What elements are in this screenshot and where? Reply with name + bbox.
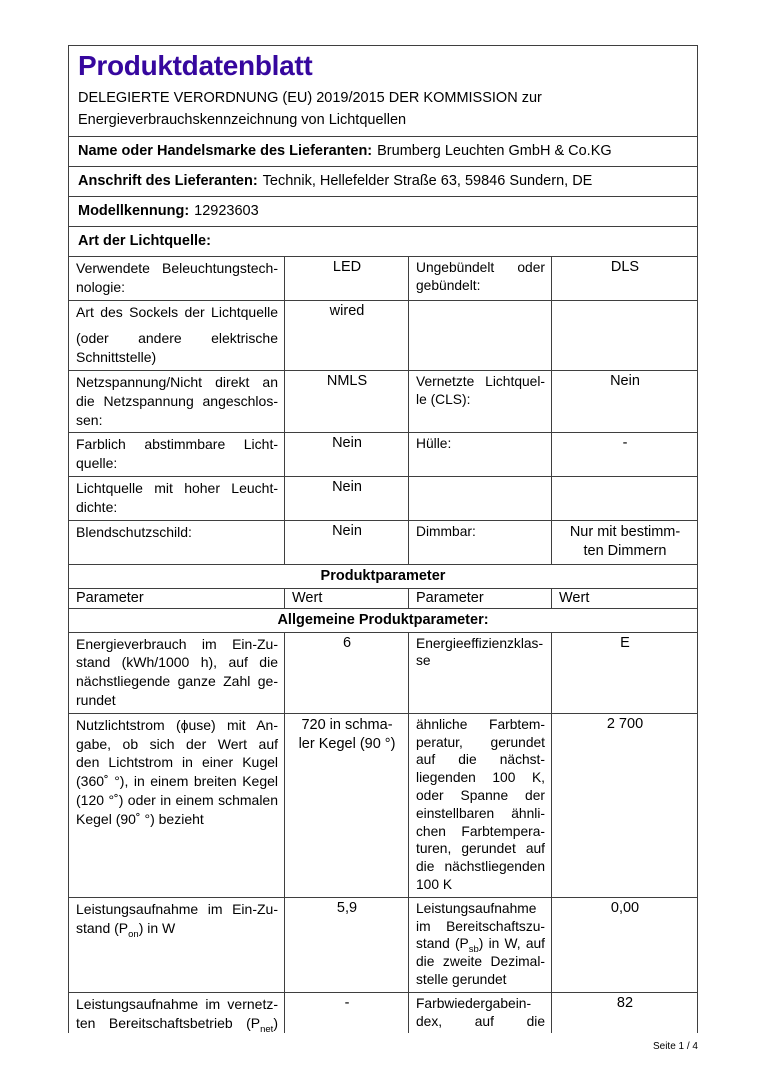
networked-standby-row [69,992,697,1033]
lighting-technology-label: Verwendete Beleuchtungstech- nologie: [76,260,278,295]
efficiency-class-value: E [551,633,697,713]
product-datasheet-table [68,45,698,1033]
supplier-name-label: Name oder Handelsmarke des Lieferanten: [78,143,373,159]
socket-type-row [69,300,697,370]
standby-power-label: Leistungsaufnahme im Bereitschaftszu- stand $(P_{sb})$ in W, auf die zweite Dezimal- stelle gerundet [408,898,551,992]
color-rendering-index-value: 82 [551,993,697,1033]
energy-consumption-label: Energieverbrauch im Ein-Zu- stand (kWh/1000 h), auf die nächstliegende ganze Zahl ge- rundet [76,635,278,708]
beam-type-label: Ungebündelt oder gebündelt: [408,257,551,300]
model-identifier-row [69,196,697,226]
useful-luminous-flux-row [69,713,697,897]
high-luminance-value: Nein [284,477,408,520]
parameter-column-header-1: Parameter [76,589,144,606]
page-number: Seite 1 / 4 [652,1040,698,1052]
beam-type-value: DLS [551,257,697,300]
lighting-technology-value: LED [284,257,408,300]
supplier-address-label: Anschrift des Lieferanten: [78,173,258,189]
value-column-header-2: Wert [551,589,697,608]
color-temperature-value: 2 700 [551,714,697,897]
mains-voltage-row [69,370,697,432]
envelope-label: Hülle: [408,433,551,476]
on-mode-power-value: 5,9 [284,898,408,992]
supplier-name-row [69,136,697,166]
connected-light-source-label: Vernetzte Lichtquel- le (CLS): [408,371,551,432]
color-rendering-index-label: Farbwiedergabein- dex, auf die [408,993,551,1033]
regulation-line-2: Energieverbrauchskennzeichnung von Lichtquellen [78,112,407,128]
general-parameters-header: Allgemeine Produktparameter: [69,608,697,632]
connected-light-source-value: Nein [551,371,697,432]
supplier-address-row [69,166,697,196]
parameter-column-header-2: Parameter [408,589,551,608]
empty-cell [408,301,551,370]
empty-cell [551,477,697,520]
networked-standby-label: Leistungsaufnahme im vernetz- ten Bereitschaftsbetrieb $(P_{net})$ [76,995,278,1033]
page-title: Produktdatenblatt [78,50,313,81]
empty-cell [408,477,551,520]
dimmable-label: Dimmbar: [408,521,551,564]
energy-consumption-value: 6 [284,633,408,713]
glare-shield-label: Blendschutzschild: [76,523,192,540]
color-tunable-label: Farblich abstimmbare Licht- quelle: [76,436,278,472]
high-luminance-row [69,476,697,520]
standby-power-value: 0,00 [551,898,697,992]
networked-standby-value: - [284,993,408,1033]
socket-type-value: wired [284,301,408,370]
on-mode-power-row [69,897,697,992]
supplier-name-value: Brumberg Leuchten GmbH & Co.KG [377,143,612,159]
title-block [69,46,697,136]
color-temperature-label: ähnliche Farbtem- peratur, gerundet auf die nächst- liegenden 100 K, oder Spanne der einstellbaren ähnli- chen Farbtempera- turen, gerundet auf die nächstliegenden 100 K [408,714,551,897]
on-mode-power-label: Leistungsaufnahme im Ein-Zu- stand $(P_{on})$ in W [76,900,278,940]
efficiency-class-label: Energieeffizienzklas- se [408,633,551,713]
light-source-type-label: Art der Lichtquelle: [78,233,211,249]
energy-consumption-row [69,632,697,713]
dimmable-value: Nur mit bestimm- ten Dimmern [551,521,697,564]
mains-voltage-label: Netzspannung/Nicht direkt an die Netzspannung angeschlos- sen: [76,373,278,428]
model-identifier-label: Modellkennung: [78,203,190,219]
glare-shield-value: Nein [284,521,408,564]
useful-luminous-flux-value: 720 in schma- ler Kegel (90 °) [284,714,408,897]
supplier-address-value: Technik, Hellefelder Straße 63, 59846 Sundern, DE [262,173,593,189]
empty-cell [551,301,697,370]
color-tunable-value: Nein [284,433,408,476]
light-source-type-row [69,226,697,256]
high-luminance-label: Lichtquelle mit hoher Leucht- dichte: [76,479,278,515]
glare-shield-row [69,520,697,564]
useful-luminous-flux-label: Nutzlichtstrom (ϕuse) mit An- gabe, ob sich der Wert auf den Lichtstrom in einer Kugel (360˚ °), in einem breiten Kegel (120 °˚) oder in einem schmalen Kegel (90˚ °) bezieht [76,716,278,827]
regulation-line-1: DELEGIERTE VERORDNUNG (EU) 2019/2015 DER KOMMISSION zur [78,90,542,106]
envelope-value: - [551,433,697,476]
model-identifier-value: 12923603 [194,203,259,219]
lighting-technology-row [69,256,697,300]
column-header-row [69,588,697,608]
mains-voltage-value: NMLS [284,371,408,432]
color-tunable-row [69,432,697,476]
product-parameters-header: Produktparameter [69,564,697,588]
socket-type-label: Art des Sockels der Lichtquelle (oder andere elektrische Schnittstelle) [76,303,278,366]
value-column-header-1: Wert [284,589,408,608]
